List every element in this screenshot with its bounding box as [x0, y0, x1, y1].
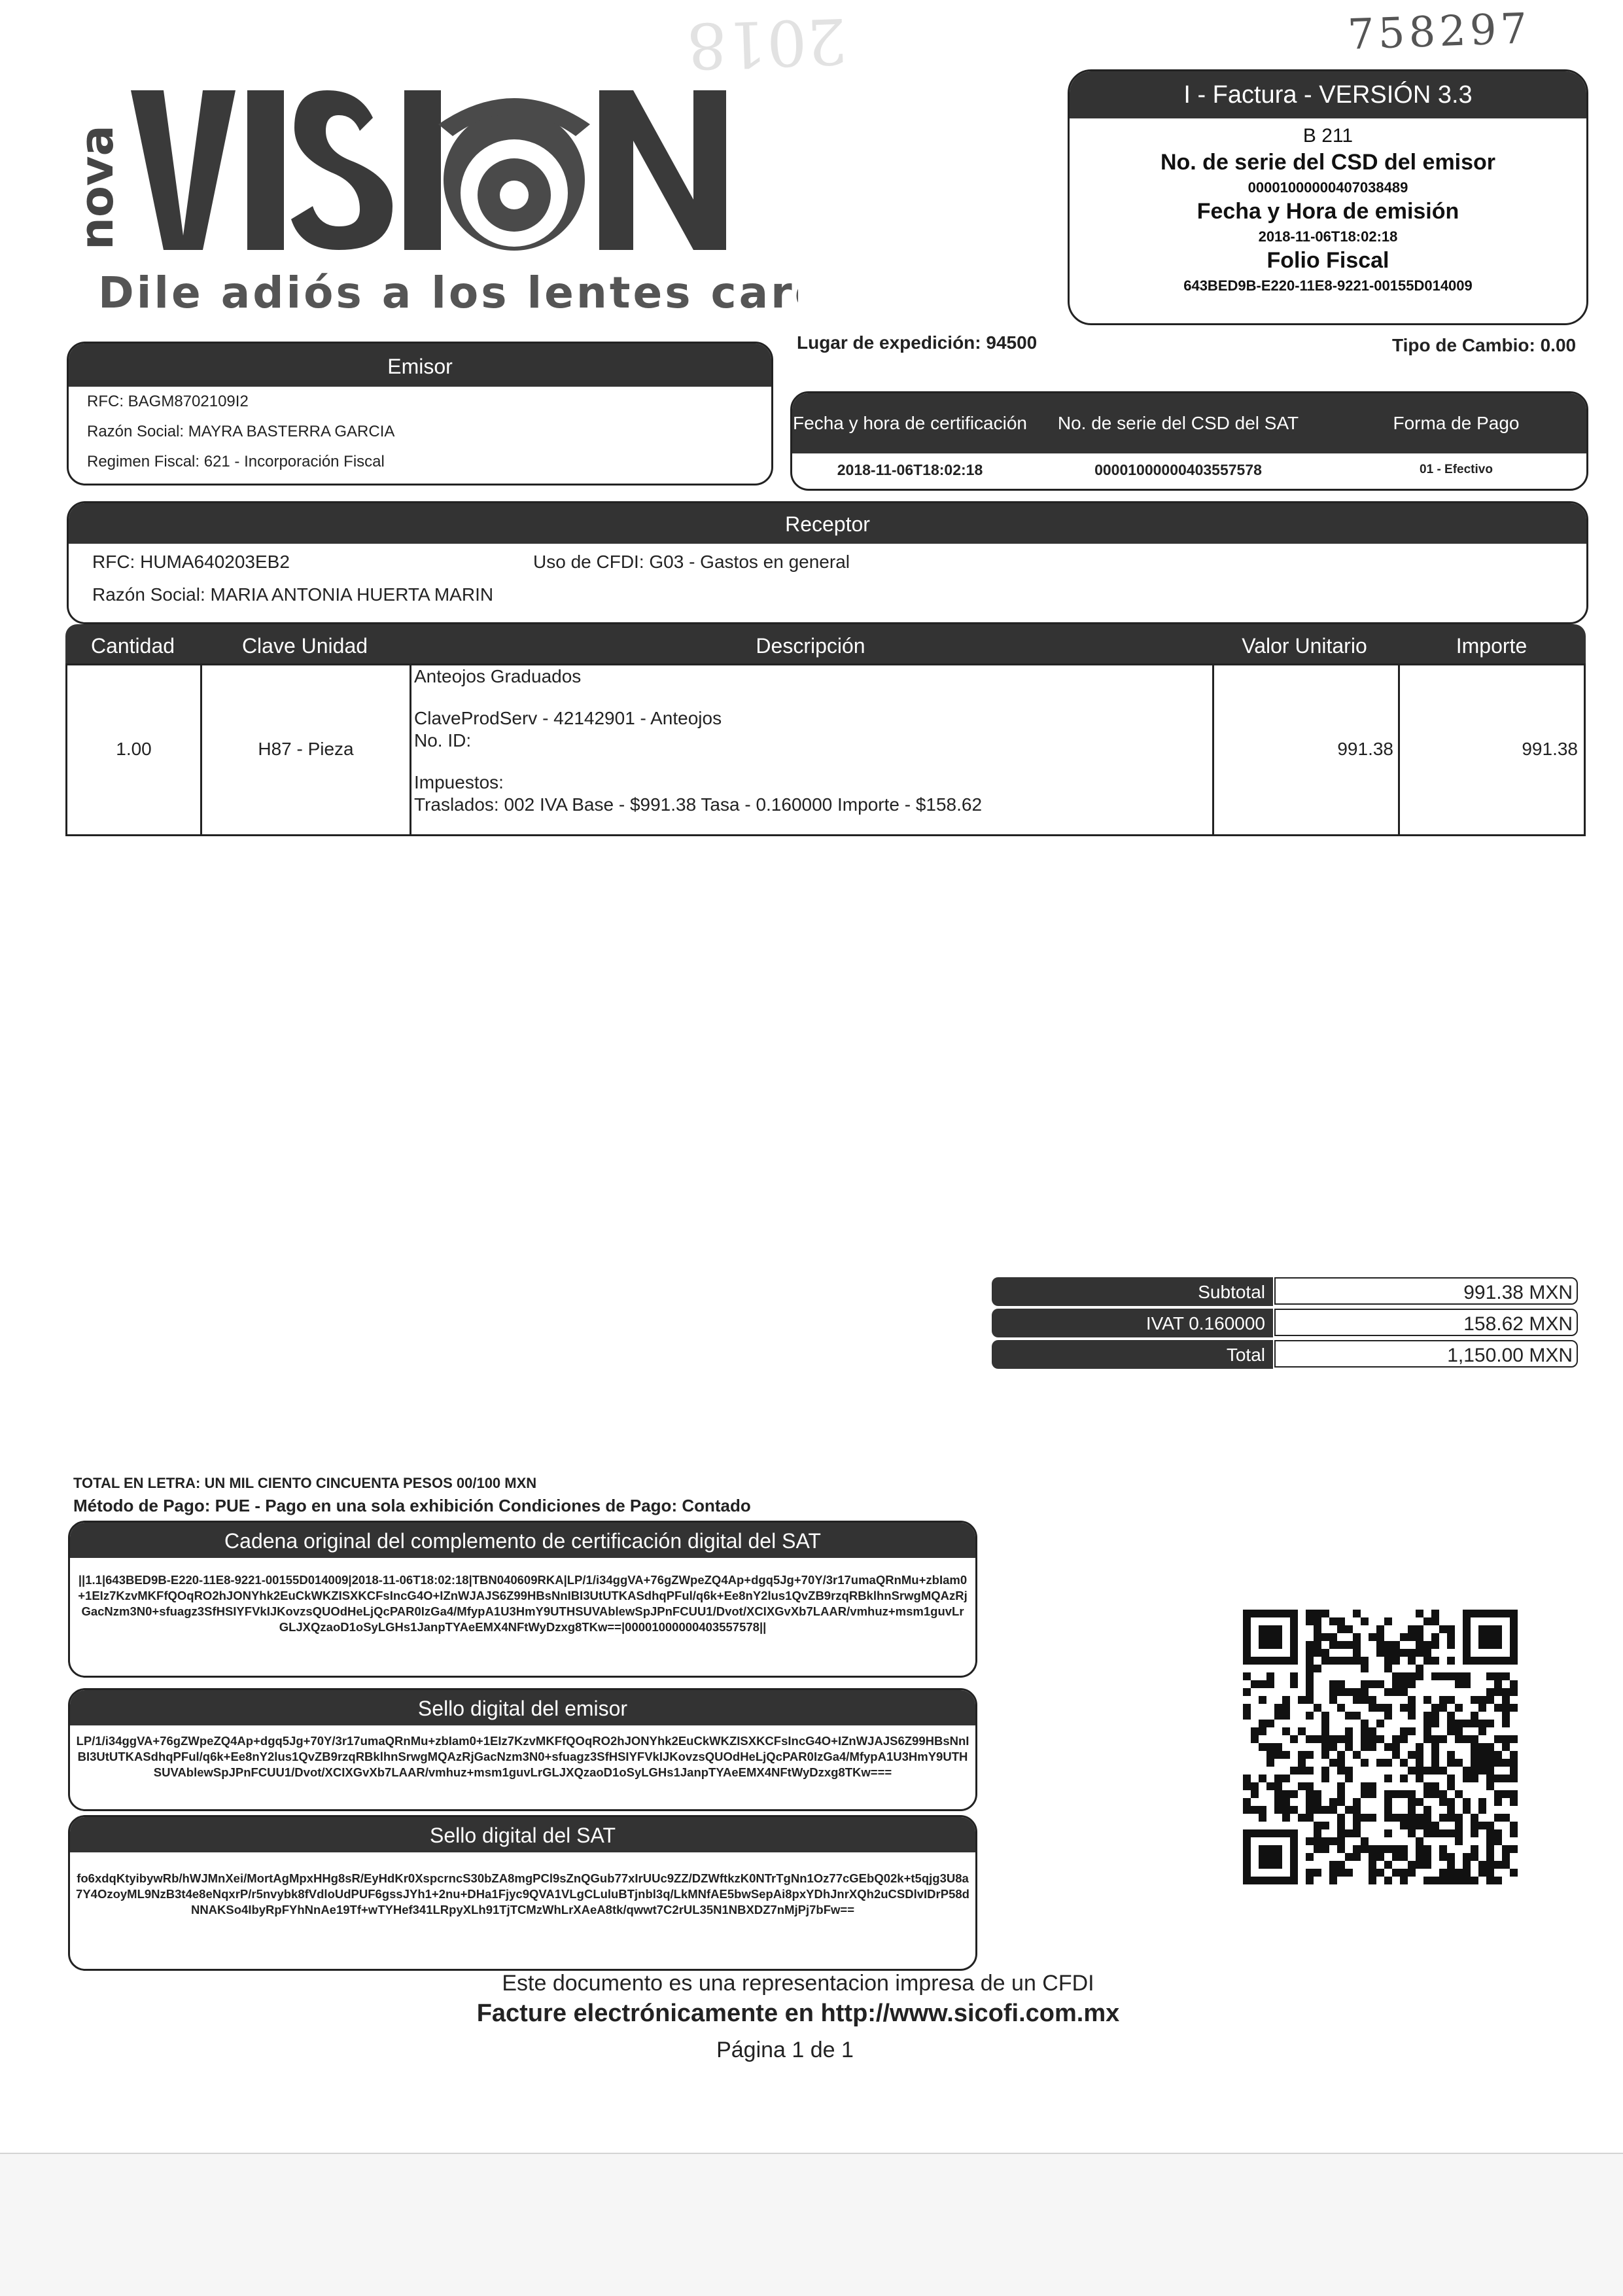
receptor-uso-cfdi: Uso de CFDI: G03 - Gastos en general: [533, 552, 850, 572]
certificacion-values: [792, 453, 1586, 486]
emisor-title: Emisor: [69, 344, 771, 387]
desc-title: Anteojos Graduados: [414, 666, 582, 686]
scan-bottom-area: [0, 2154, 1623, 2296]
desc-no-id: No. ID:: [414, 730, 472, 751]
folio-fiscal-label: Folio Fiscal: [1266, 248, 1389, 273]
emisor-rfc: RFC: BAGM8702109I2: [87, 393, 249, 410]
col-descripcion: Descripción: [756, 634, 865, 658]
subtotal-value: 991.38 MXN: [1274, 1277, 1578, 1305]
faint-year-mark: 2018: [686, 3, 848, 83]
lugar-expedicion: Lugar de expedición: 94500: [797, 332, 1038, 353]
nova-vision-logo: [72, 79, 798, 321]
footer-cfdi-note: Este documento es una representacion impresa de un CFDI: [502, 1971, 1094, 1996]
item-importe: 991.38: [1522, 739, 1578, 759]
receptor-rfc: RFC: HUMA640203EB2: [92, 552, 290, 572]
subtotal-row: [992, 1277, 1578, 1306]
certificacion-header: [792, 393, 1586, 453]
receptor-box: [67, 501, 1588, 624]
fecha-emision-label: Fecha y Hora de emisión: [1196, 199, 1459, 224]
iva-value: 158.62 MXN: [1274, 1309, 1578, 1336]
desc-clave-prod: ClaveProdServ - 42142901 - Anteojos: [414, 708, 722, 728]
logo-nova-text: nova: [72, 125, 124, 250]
qr-code: [1243, 1610, 1518, 1884]
receptor-title: Receptor: [69, 503, 1586, 544]
col-importe: Importe: [1456, 634, 1527, 658]
footer-page-number: Página 1 de 1: [716, 2038, 854, 2062]
cert-header-csd: No. de serie del CSD del SAT: [1057, 413, 1299, 433]
invoice-header-box: [1068, 69, 1588, 325]
sello-sat-box: [68, 1815, 977, 1971]
cert-csd-value: 00001000000403557578: [1094, 461, 1262, 478]
fecha-emision-value: 2018-11-06T18:02:18: [1258, 228, 1398, 245]
item-valor-unitario: 991.38: [1337, 739, 1393, 759]
item-cantidad: 1.00: [116, 739, 152, 759]
metodo-pago: Método de Pago: PUE - Pago en una sola exhibición Condiciones de Pago: Contado: [73, 1496, 751, 1515]
sello-sat-text: fo6xdqKtyibywRb/hWJMnXei/MortAgMpxHHg8sR/EyHdKr0XspcrncS30bZA8mgPCl9sZnQGub77xIrUUc9ZZ/DZWftkzK0NTrTgNn1Oz77cGEbQ02k+t5qjg3U8a7Y4OzoyML9NzB3t4e8eNqxrP/r5nvybk8fVdloUdPUF6gssJYh1+2nu+DHa1Fjyc9QVA1VLgCLuluBTjnbl3q/LkMNfAE5bwSepAi8pxYDhJnrXQh2uCSDlvIDrP58dNNAKSo4IbyRpFYhNnAe19Tf+wTYHef341LRpyXLh91TjTCMzWhLrXAeA8tk/qwwt7C2rUL35N1NBXDZ7nMjPj7bFw==: [76, 1871, 969, 1916]
logo-graphic: [72, 79, 798, 321]
total-label: Total: [992, 1340, 1273, 1369]
scan-edge: [0, 2153, 1623, 2154]
sello-emisor-title: Sello digital del emisor: [70, 1690, 975, 1725]
item-descripcion: [414, 665, 982, 816]
cert-fecha-value: 2018-11-06T18:02:18: [837, 461, 983, 478]
invoice-title: I - Factura - VERSIÓN 3.3: [1070, 71, 1586, 118]
receptor-razon-social: Razón Social: MARIA ANTONIA HUERTA MARIN: [92, 584, 494, 605]
emisor-razon-social: Razón Social: MAYRA BASTERRA GARCIA: [87, 423, 395, 440]
cadena-original-title: Cadena original del complemento de certificación digital del SAT: [70, 1523, 975, 1558]
cert-header-fecha: Fecha y hora de certificación: [793, 413, 1027, 433]
tipo-cambio: Tipo de Cambio: 0.00: [1392, 335, 1577, 355]
col-cantidad: Cantidad: [90, 634, 175, 658]
cert-header-forma-pago: Forma de Pago: [1393, 413, 1520, 433]
emisor-regimen: Regimen Fiscal: 621 - Incorporación Fiscal: [87, 453, 385, 470]
invoice-serie: B 211: [1302, 125, 1353, 147]
csd-emisor-value: 00001000000407038489: [1248, 179, 1408, 196]
item-clave-unidad: H87 - Pieza: [258, 739, 354, 759]
subtotal-label: Subtotal: [992, 1277, 1273, 1306]
emisor-box: [67, 342, 773, 486]
sello-sat-title: Sello digital del SAT: [70, 1817, 975, 1852]
qr-code-graphic: [1243, 1610, 1518, 1884]
desc-traslados: Traslados: 002 IVA Base - $991.38 Tasa - 0.160000 Importe - $158.62: [414, 794, 983, 815]
footer-sicofi-link: Facture electrónicamente en http://www.sicofi.com.mx: [476, 2000, 1120, 2027]
certificacion-box: [790, 391, 1588, 491]
sello-emisor-text: LP/1/i34ggVA+76gZWpeZQ4Ap+dgq5Jg+70Y/3r17umaQRnMu+zbIam0+1EIz7KzvMKFfQOqRO2hJONYhk2EuCkWKZISXKCFsIncG4O+IZnWJAJS6Z99HBsNnIBI3UtUTKASdhqPFul/q6k+Ee8nY2lus1QvZB9rzqRBklhnSrwgMQAzRjGacNzm3N0+sfuagz3SfHSIYFVkIJKovzsQUOdHeLjQcPAR0IzGa4/MfypA1U3HmY9UTHSUVAblewSpJPnFCUU1/Dvot/XCIXGvXb7LAAR/vmhuz+msm1guvLrGLJXQzaoD1oSyLGHs1JanpTYAeEMX4NFtWyDzxg8TKw===: [76, 1734, 969, 1779]
iva-label: IVAT 0.160000: [992, 1309, 1273, 1337]
total-value: 1,150.00 MXN: [1274, 1340, 1578, 1368]
table-row: [65, 663, 1586, 836]
cert-forma-pago-value: 01 - Efectivo: [1420, 463, 1493, 476]
iva-row: [992, 1309, 1578, 1337]
sello-emisor-box: [68, 1688, 977, 1811]
csd-emisor-label: No. de serie del CSD del emisor: [1160, 150, 1496, 175]
handwritten-number: 758297: [1346, 5, 1532, 60]
cadena-original-text: ||1.1|643BED9B-E220-11E8-9221-00155D014009|2018-11-06T18:02:18|TBN040609RKA|LP/1/i34ggVA+76gZWpeZQ4Ap+dgq5Jg+70Y/3r17umaQRnMu+zbIam0+1EIz7KzvMKFfQOqRO2hJONYhk2EuCkWKZISXKCFsIncG4O+IZnWJAJS6Z99HBsNnIBI3UtUTKASdhqPFul/q6k+Ee8nY2lus1QvZB9rzqRBklhnSrwgMQAzRjGacNzm3N0+sfuagz3SfHSIYFVkIJKovzsQUOdHeLjQcPAR0IzGa4/MfypA1U3HmY9UTHSUVAblewSpJPnFCUU1/Dvot/XCIXGvXb7LAAR/vmhuz+msm1guvLrGLJXQzaoD1oSyLGHs1JanpTYAeEMX4NFtWyDzxg8TKw==|00001000000403557578||: [78, 1573, 968, 1634]
col-valor-unitario: Valor Unitario: [1242, 634, 1367, 658]
col-clave-unidad: Clave Unidad: [241, 634, 368, 658]
desc-impuestos: Impuestos:: [414, 772, 504, 792]
total-row: [992, 1340, 1578, 1369]
folio-fiscal-value: 643BED9B-E220-11E8-9221-00155D014009: [1183, 277, 1473, 294]
total-en-letra: TOTAL EN LETRA: UN MIL CIENTO CINCUENTA PESOS 00/100 MXN: [73, 1475, 537, 1491]
logo-tagline: Dile adiós a los lentes caros: [98, 268, 798, 318]
cadena-original-box: [68, 1521, 977, 1678]
items-table-header: [65, 624, 1586, 663]
